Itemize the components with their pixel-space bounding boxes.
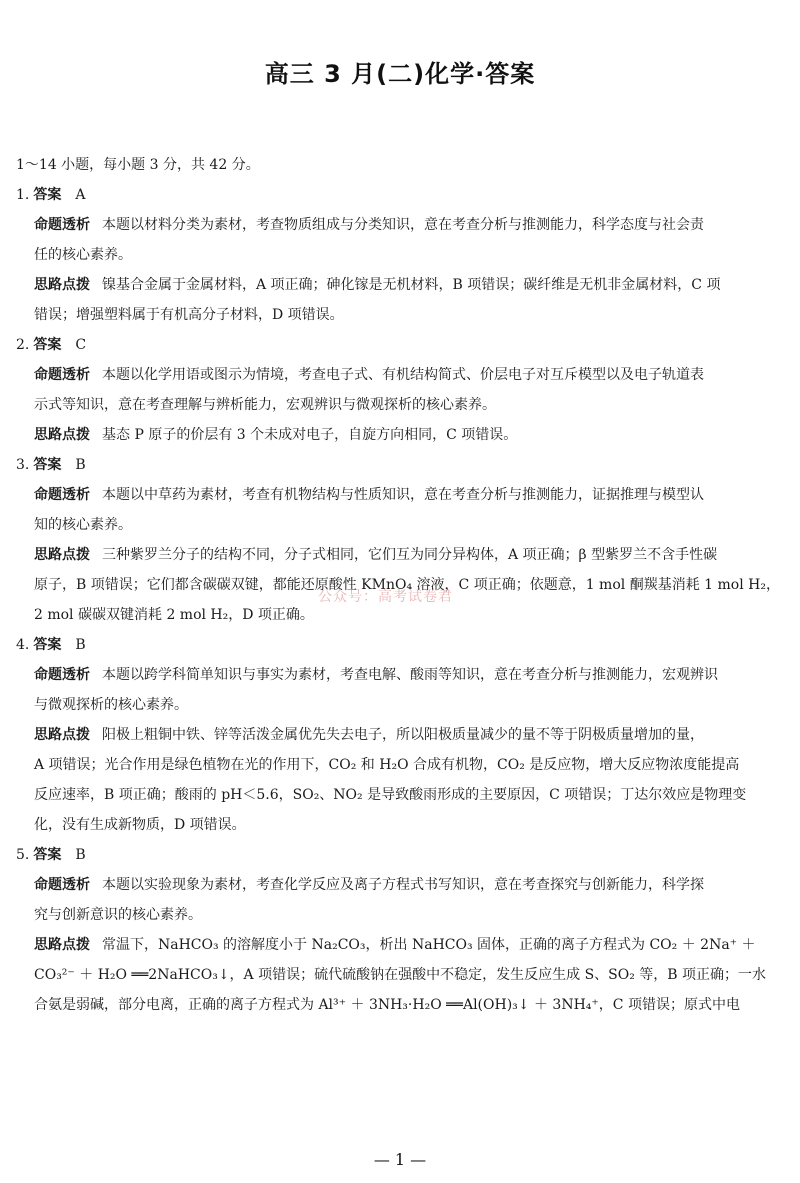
- hint-line: [34, 990, 782, 1020]
- analysis-text: 知的核心素养。: [34, 517, 132, 533]
- answer-value: A: [75, 187, 86, 203]
- hint-line: [34, 930, 782, 960]
- answer-label: 答案: [33, 457, 62, 473]
- hint-text: 常温下，NaHCO₃ 的溶解度小于 Na₂CO₃，析出 NaHCO₃ 固体，正确的离子方程式为 CO₂ ＋ 2Na⁺ ＋: [102, 937, 756, 953]
- hint-text: 原子，B 项错误；它们都含碳碳双键，都能还原酸性 KMnO₄ 溶液，C 项正确；依题意，1 mol 酮羰基消耗 1 mol H₂，: [34, 577, 780, 593]
- analysis-text: 示式等知识，意在考查理解与辨析能力，宏观辨识与微观探析的核心素养。: [34, 397, 496, 413]
- analysis-line: [34, 690, 782, 720]
- analysis-label: 命题透析: [34, 367, 90, 383]
- analysis-line: [34, 660, 782, 690]
- question-item: [16, 630, 782, 840]
- analysis-line: [34, 390, 782, 420]
- analysis-line: [34, 870, 782, 900]
- hint-label: 思路点拨: [34, 727, 90, 743]
- answer-line: [16, 330, 782, 360]
- hint-label: 思路点拨: [34, 937, 90, 953]
- question-number: 5.: [16, 847, 30, 863]
- analysis-line: [34, 210, 782, 240]
- hint-text: 阳极上粗铜中铁、锌等活泼金属优先失去电子，所以阳极质量减少的量不等于阴极质量增加的量，: [102, 727, 704, 743]
- hint-text: CO₃²⁻ ＋ H₂O ══2NaHCO₃↓，A 项错误；硫代硫酸钠在强酸中不稳定，发生反应生成 S、SO₂ 等，B 项正确；一水: [34, 967, 767, 983]
- hint-line: [34, 750, 782, 780]
- analysis-text: 任的核心素养。: [34, 247, 132, 263]
- question-number: 3.: [16, 457, 30, 473]
- answer-value: C: [75, 337, 87, 353]
- analysis-label: 命题透析: [34, 667, 90, 683]
- hint-label: 思路点拨: [34, 427, 90, 443]
- analysis-text: 本题以跨学科简单知识与事实为素材，考查电解、酸雨等知识，意在考查分析与推测能力，宏观辨识: [102, 667, 718, 683]
- analysis-text: 与微观探析的核心素养。: [34, 697, 188, 713]
- hint-text: 基态 P 原子的价层有 3 个未成对电子，自旋方向相同，C 项错误。: [102, 427, 518, 443]
- question-number: 4.: [16, 637, 30, 653]
- watermark: 公众号：高考试卷君: [318, 589, 453, 605]
- hint-block: [16, 540, 782, 630]
- analysis-label: 命题透析: [34, 217, 90, 233]
- analysis-text: 本题以中草药为素材，考查有机物结构与性质知识，意在考查分析与推测能力，证据推理与模型认: [102, 487, 704, 503]
- hint-label: 思路点拨: [34, 547, 90, 563]
- analysis-text: 本题以实验现象为素材，考查化学反应及离子方程式书写知识，意在考查探究与创新能力，科学探: [102, 877, 704, 893]
- hint-text: 错误；增强塑料属于有机高分子材料，D 项错误。: [34, 307, 344, 323]
- hint-label: 思路点拨: [34, 277, 90, 293]
- hint-line: [34, 960, 782, 990]
- answer-value: B: [75, 637, 86, 653]
- analysis-block: [16, 480, 782, 540]
- page-title: 高三 3 月(二)化学·答案: [264, 60, 536, 88]
- hint-text: 合氨是弱碱，部分电离，正确的离子方程式为 Al³⁺ ＋ 3NH₃·H₂O ══Al(OH)₃↓ ＋ 3NH₄⁺，C 项错误；原式中电: [34, 997, 740, 1013]
- analysis-block: [16, 360, 782, 420]
- analysis-line: [34, 360, 782, 390]
- hint-text: 2 mol 碳碳双键消耗 2 mol H₂，D 项正确。: [34, 607, 314, 623]
- analysis-text: 究与创新意识的核心素养。: [34, 907, 202, 923]
- hint-text: 三种紫罗兰分子的结构不同，分子式相同，它们互为同分异构体，A 项正确；β 型紫罗兰不含手性碳: [102, 547, 718, 563]
- answer-value: B: [75, 847, 86, 863]
- hint-line: [34, 420, 782, 450]
- analysis-text: 本题以化学用语或图示为情境，考查电子式、有机结构简式、价层电子对互斥模型以及电子轨道表: [102, 367, 704, 383]
- hint-line: [34, 540, 782, 570]
- answer-line: [16, 180, 782, 210]
- analysis-line: [34, 510, 782, 540]
- hint-block: [16, 420, 782, 450]
- question-item: [16, 330, 782, 450]
- hint-text: A 项错误；光合作用是绿色植物在光的作用下，CO₂ 和 H₂O 合成有机物，CO₂ 是反应物，增大反应物浓度能提高: [34, 757, 740, 773]
- hint-line: [34, 810, 782, 840]
- answer-content: [16, 150, 782, 1020]
- hint-line: [34, 780, 782, 810]
- hint-line: [34, 270, 782, 300]
- answer-line: [16, 450, 782, 480]
- hint-line: [34, 720, 782, 750]
- hint-block: [16, 930, 782, 1020]
- hint-text: 化，没有生成新物质，D 项错误。: [34, 817, 246, 833]
- answer-label: 答案: [33, 187, 62, 203]
- analysis-block: [16, 210, 782, 270]
- analysis-block: [16, 660, 782, 720]
- analysis-line: [34, 480, 782, 510]
- question-number: 1.: [16, 187, 30, 203]
- analysis-line: [34, 900, 782, 930]
- question-number: 2.: [16, 337, 30, 353]
- hint-text: 镍基合金属于金属材料，A 项正确；砷化镓是无机材料，B 项错误；碳纤维是无机非金属材料，C 项: [102, 277, 721, 293]
- analysis-label: 命题透析: [34, 487, 90, 503]
- page-number: — 1 —: [373, 1150, 427, 1169]
- question-item: [16, 840, 782, 1020]
- answer-line: [16, 840, 782, 870]
- question-item: [16, 180, 782, 330]
- hint-line: [34, 300, 782, 330]
- answer-label: 答案: [33, 337, 62, 353]
- hint-block: [16, 720, 782, 840]
- analysis-text: 本题以材料分类为素材，考查物质组成与分类知识，意在考查分析与推测能力，科学态度与社会责: [102, 217, 704, 233]
- answer-line: [16, 630, 782, 660]
- answer-value: B: [75, 457, 86, 473]
- hint-text: 反应速率，B 项正确；酸雨的 pH＜5.6，SO₂、NO₂ 是导致酸雨形成的主要原因，C 项错误；丁达尔效应是物理变: [34, 787, 747, 803]
- hint-block: [16, 270, 782, 330]
- analysis-block: [16, 870, 782, 930]
- analysis-label: 命题透析: [34, 877, 90, 893]
- analysis-line: [34, 240, 782, 270]
- intro-text: 1～14 小题，每小题 3 分，共 42 分。: [16, 157, 260, 173]
- answer-label: 答案: [33, 637, 62, 653]
- answer-label: 答案: [33, 847, 62, 863]
